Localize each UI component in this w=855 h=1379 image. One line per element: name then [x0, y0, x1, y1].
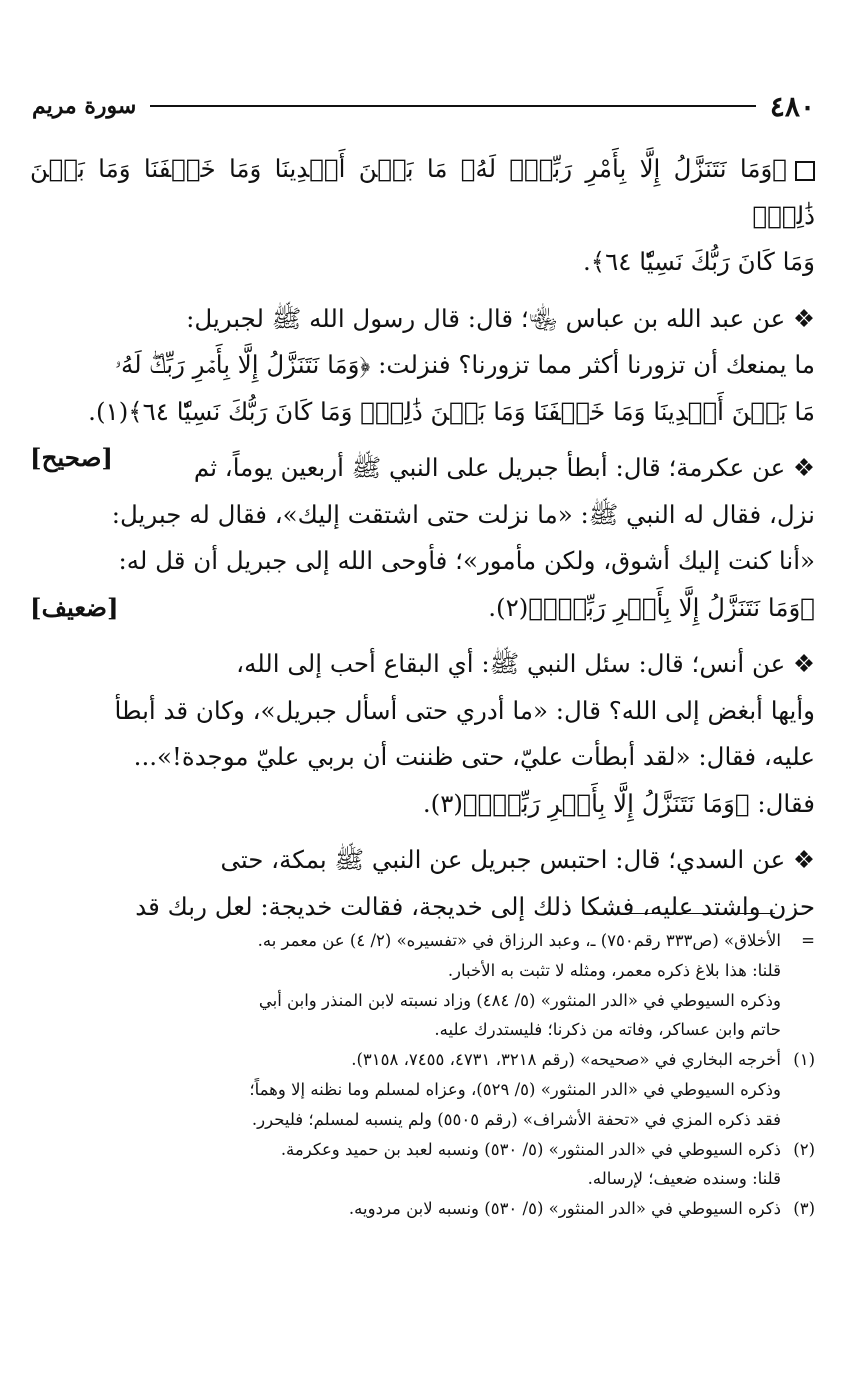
- text-line: عليه، فقال: «لقد أبطأت عليّ، حتى ظننت أن بربي عليّ موجدة!»...: [133, 742, 815, 771]
- footnote-line: ذكره السيوطي في «الدر المنثور» (٥/ ٥٣٠) ونسبه لابن مردويه.: [348, 1199, 781, 1219]
- text-line: ❖ عن عكرمة؛ قال: أبطأ جبريل على النبي ﷺ أربعين يوماً، ثم: [193, 453, 815, 482]
- text-line: فقال: ﴿وَمَا نَتَنَزَّلُ إِلَّا بِأَمۡرِ رَبِّكَۖ﴾(٣).: [422, 788, 815, 818]
- footnote-continued: [30, 926, 815, 1045]
- text-line: مَا بَيۡنَ أَيۡدِينَا وَمَا خَلۡفَنَا وَمَا بَيۡنَ ذَٰلِكَۚ وَمَا كَانَ رَبُّكَ نَسِيّٗا ٦٤﴾(١). [صحيح]: [30, 389, 815, 436]
- footnote-line: حاتم وابن عساكر، وفاته من ذكرنا؛ فليستدرك عليه.: [434, 1020, 781, 1040]
- text-line: ❖ عن السدي؛ قال: احتبس جبريل عن النبي ﷺ بمكة، حتى: [220, 845, 815, 874]
- narration-ikrimah: [30, 445, 815, 631]
- narration-suddi: [30, 837, 815, 930]
- header-rule: [150, 105, 756, 107]
- grade-label: [صحيح]: [30, 443, 114, 472]
- footnote-separator: [583, 913, 775, 914]
- text-line: حزن واشتد عليه، فشكا ذلك إلى خديجة، فقالت خديجة: لعل ربك قد: [135, 891, 815, 921]
- footnotes: [30, 926, 815, 1224]
- text-line: وأيها أبغض إلى الله؟ قال: «ما أدري حتى أسأل جبريل»، وكان قد أبطأ: [114, 695, 815, 725]
- text-line: نزل، فقال له النبي ﷺ: «ما نزلت حتى اشتقت إليك»، فقال له جبريل:: [111, 499, 815, 529]
- text-line: ﴿وَمَا نَتَنَزَّلُ إِلَّا بِأَمۡرِ رَبِّكَۖ﴾(٢). [ضعيف]: [30, 585, 815, 632]
- footnote-line: قلنا: وسنده ضعيف؛ لإرساله.: [587, 1169, 781, 1189]
- footnote-line: الأخلاق» (ص٣٣٣ رقم٧٥٠) ـ، وعبد الرزاق في «تفسيره» (٢/ ٤) عن معمر به.: [257, 931, 781, 950]
- main-text: [30, 146, 815, 940]
- narration-anas: [30, 641, 815, 827]
- footnote-line: فقد ذكره المزي في «تحفة الأشراف» (رقم ٥٥٠٥) ولم ينسبه لمسلم؛ فليحرر.: [251, 1109, 781, 1129]
- footnote-mark: (١): [793, 1050, 815, 1070]
- verse-block: [30, 146, 815, 286]
- page-header: [32, 86, 815, 126]
- verse-line: وَمَا كَانَ رَبُّكَ نَسِيّٗا ٦٤﴾.: [582, 247, 815, 276]
- page-number: ٤٨٠: [769, 89, 815, 123]
- surah-title: سورة مريم: [32, 93, 137, 119]
- footnote-line: وذكره السيوطي في «الدر المنثور» (٥/ ٥٢٩)، وعزاه لمسلم وما نظنه إلا وهماً؛: [249, 1079, 781, 1099]
- verse-line: ﴿وَمَا نَتَنَزَّلُ إِلَّا بِأَمْرِ رَبِّكَۖ لَهُۥ مَا بَيۡنَ أَيۡدِينَا وَمَا خَلۡفَنَا وَمَا بَيۡنَ ذَٰلِكَۚ: [30, 154, 815, 230]
- footnote-line: ذكره السيوطي في «الدر المنثور» (٥/ ٥٣٠) ونسبه لعبد بن حميد وعكرمة.: [280, 1139, 781, 1159]
- footnote-1: [30, 1045, 815, 1134]
- text-line: ما يمنعك أن تزورنا أكثر مما تزورنا؟ فنزلت: ﴿وَمَا نَتَنَزَّلُ إِلَّا بِأَمۡرِ رَبِّكَۖ لَهُۥ: [114, 350, 815, 379]
- footnote-line: وذكره السيوطي في «الدر المنثور» (٥/ ٤٨٤) وزاد نسبته لابن المنذر وابن أبي: [258, 990, 781, 1010]
- footnote-line: قلنا: هذا بلاغ ذكره معمر، ومثله لا تثبت به الأخبار.: [447, 960, 781, 980]
- footnote-line: أخرجه البخاري في «صحيحه» (رقم ٣٢١٨، ٤٧٣١، ٧٤٥٥، ٣١٥٨).: [351, 1050, 781, 1070]
- text-line: «أنا كنت إليك أشوق، ولكن مأمور»؛ فأوحى الله إلى جبريل أن قل له:: [118, 546, 815, 575]
- grade-label: [ضعيف]: [30, 592, 119, 622]
- text-line: ❖ عن عبد الله بن عباس ﵄؛ قال: قال رسول الله ﷺ لجبريل:: [186, 303, 815, 333]
- square-marker-icon: [795, 161, 815, 181]
- footnote-mark: (٢): [793, 1139, 815, 1159]
- footnote-mark: =: [801, 931, 815, 950]
- footnote-3: [30, 1194, 815, 1224]
- footnote-mark: (٣): [793, 1199, 815, 1219]
- text-line: ❖ عن أنس؛ قال: سئل النبي ﷺ: أي البقاع أحب إلى الله،: [236, 649, 815, 678]
- footnote-2: [30, 1135, 815, 1195]
